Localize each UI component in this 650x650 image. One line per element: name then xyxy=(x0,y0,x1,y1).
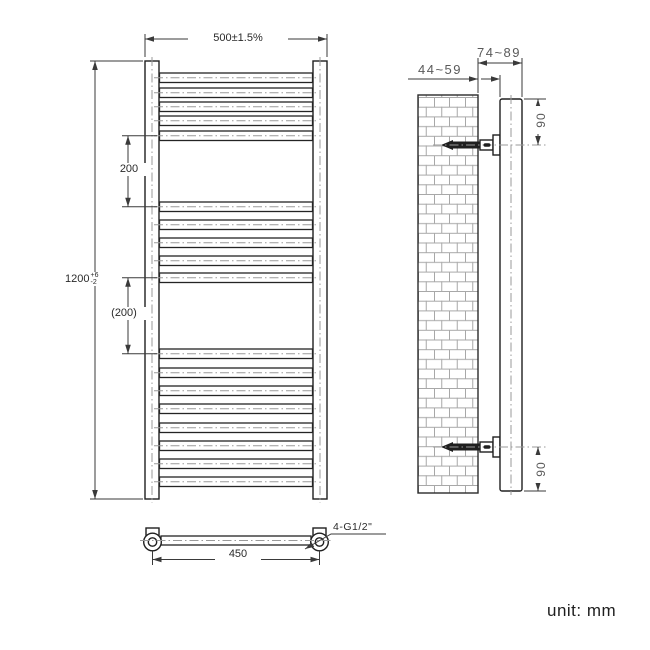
top-bracket-flange xyxy=(493,135,500,155)
wall-to-back-label: 44~59 xyxy=(417,62,462,77)
bottom-sleeve-slot xyxy=(484,445,491,449)
width-dimension-label: 500±1.5% xyxy=(188,32,288,45)
towel-bars xyxy=(160,73,313,487)
upper-spacing-label: 200 xyxy=(111,163,147,176)
height-tolerance-minus: -2 xyxy=(90,279,97,286)
bottom-bracket-flange xyxy=(493,437,500,457)
unit-note: unit: mm xyxy=(547,601,617,620)
height-tolerance-plus: +6 xyxy=(90,272,99,279)
height-dimension-value: 1200 xyxy=(65,272,90,285)
left-thread-hole xyxy=(148,538,156,546)
bottom-offset-label: 90 xyxy=(534,455,548,483)
side-view xyxy=(408,58,548,495)
top-sleeve-slot xyxy=(484,143,491,147)
dim-wall-to-back xyxy=(408,75,500,97)
lower-spacing-label: (200) xyxy=(99,307,149,320)
front-view xyxy=(90,34,327,503)
wall-to-front-label: 74~89 xyxy=(476,45,521,60)
thread-note-label: 4-G1/2" xyxy=(333,521,373,533)
top-offset-label: 90 xyxy=(534,106,548,134)
wall-section xyxy=(418,95,478,493)
height-dimension-label xyxy=(64,272,99,286)
height-tolerance xyxy=(90,272,98,286)
tapping-centres-label: 450 xyxy=(215,548,261,561)
